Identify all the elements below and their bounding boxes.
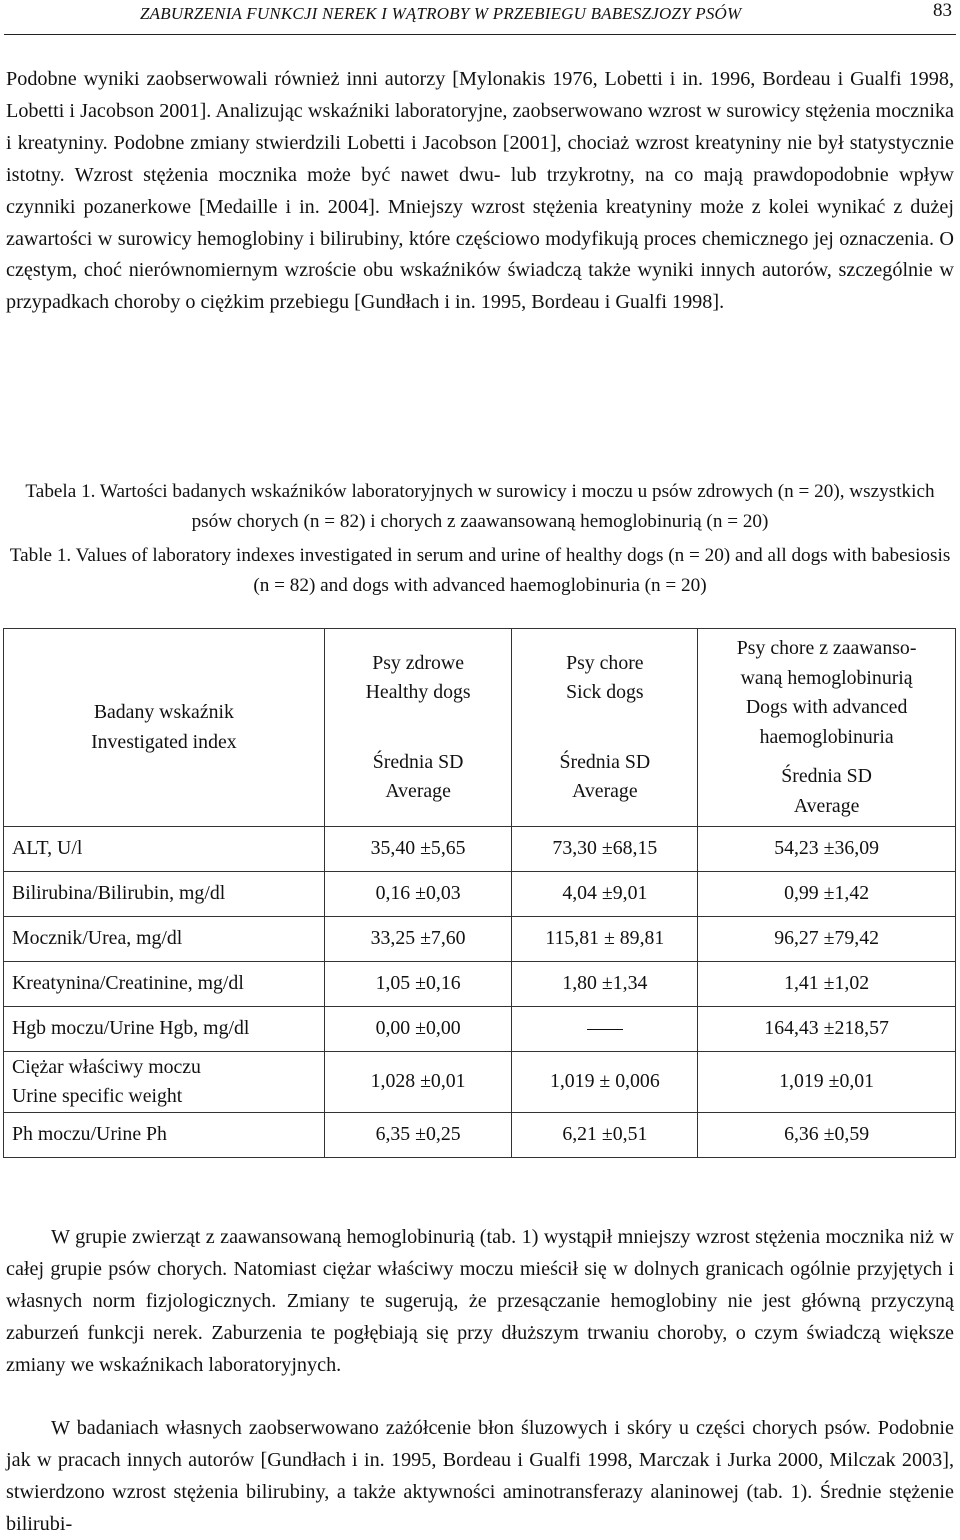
header-advanced-pl-2: waną hemoglobinurią: [740, 666, 913, 689]
header-healthy: [324, 629, 512, 827]
header-advanced-stat-pl: Średnia SD: [781, 765, 872, 787]
page-header: [0, 0, 960, 40]
table-row: [4, 1113, 956, 1158]
cell-index: [4, 1052, 325, 1113]
dash-mark: [587, 1029, 623, 1031]
cell-healthy: 33,25 ±7,60: [324, 917, 512, 962]
cell-advanced: 54,23 ±36,09: [698, 827, 956, 872]
cell-sick-empty: [512, 1007, 698, 1052]
header-healthy-stat-en: Average: [385, 780, 451, 802]
cell-index: Bilirubina/Bilirubin, mg/dl: [4, 872, 325, 917]
header-healthy-en: Healthy dogs: [365, 681, 471, 703]
header-sick-stat-pl: Średnia SD: [559, 750, 651, 773]
header-advanced-en-2: haemoglobinuria: [759, 725, 894, 748]
cell-sick: 1,80 ±1,34: [512, 962, 698, 1007]
body-paragraph-3: W badaniach własnych zaobserwowano zażółcenie błon śluzowych i skóry u części chorych psów. Podobnie jak w pracach innych autorów [Gundłach i in. 1995, Bordeau i Gualfi 1998, Marczak i Jurka 2000, Milczak 2003], stwierdzono wzrost stężenia bilirubiny, a także aktywności aminotransferazy alaninowej (tab. 1). Średnie stężenie bilirubi-: [6, 1417, 954, 1535]
cell-sick: 6,21 ±0,51: [512, 1113, 698, 1158]
cell-healthy: 1,028 ±0,01: [324, 1052, 512, 1113]
table-caption-english: Table 1. Values of laboratory indexes investigated in serum and urine of healthy dogs (n = 20) and all dogs with babesiosis (n = 82) and dogs with advanced haemoglobinuria (n = 20): [9, 545, 951, 596]
header-healthy-stat-pl: Średnia SD: [372, 750, 464, 773]
cell-index: Mocznik/Urea, mg/dl: [4, 917, 325, 962]
table-row: [4, 962, 956, 1007]
cell-index: ALT, U/l: [4, 827, 325, 872]
table-row: [4, 917, 956, 962]
cell-index: Ph moczu/Urine Ph: [4, 1113, 325, 1158]
lab-values-table: [3, 628, 956, 1158]
cell-advanced: 164,43 ±218,57: [698, 1007, 956, 1052]
cell-healthy: 1,05 ±0,16: [324, 962, 512, 1007]
header-advanced-en-1: Dogs with advanced: [745, 696, 908, 718]
table-row: [4, 1052, 956, 1113]
header-advanced: [698, 629, 956, 827]
header-sick-en: Sick dogs: [566, 681, 644, 703]
header-index-en: Investigated index: [91, 730, 237, 753]
cell-sick: 1,019 ± 0,006: [512, 1052, 698, 1113]
table-caption-polish: Tabela 1. Wartości badanych wskaźników laboratoryjnych w surowicy i moczu u psów zdrowych (n = 20), wszystkich psów chorych (n = 82) i chorych z zaawansowaną hemoglobinurią (n = 20): [25, 481, 935, 532]
body-paragraph-2: W grupie zwierząt z zaawansowaną hemoglobinurią (tab. 1) wystąpił mniejszy wzrost stężenia mocznika niż w całej grupie psów chorych. Natomiast ciężar właściwy moczu mieścił się w dolnych granicach ogólnie przyjętych i własnych norm fizjologicznych. Zmiany te sugerują, że przesączanie hemoglobiny nie jest główną przyczyną zaburzeń funkcji nerek. Zaburzenia te pogłębiają się przy dłuższym trwaniu choroby, o czym świadczą większe zmiany we wskaźnikach laboratoryjnych.: [6, 1226, 954, 1376]
cell-advanced: 1,019 ±0,01: [698, 1052, 956, 1113]
header-advanced-stat-en: Average: [793, 794, 860, 817]
cell-index: Kreatynina/Creatinine, mg/dl: [4, 962, 325, 1007]
cell-sick: 73,30 ±68,15: [512, 827, 698, 872]
cell-advanced: 1,41 ±1,02: [698, 962, 956, 1007]
cell-index: Hgb moczu/Urine Hgb, mg/dl: [4, 1007, 325, 1052]
table-header-row: [4, 629, 956, 827]
cell-sick: 115,81 ± 89,81: [512, 917, 698, 962]
cell-healthy: 35,40 ±5,65: [324, 827, 512, 872]
header-rule: [4, 34, 956, 35]
header-index-pl: Badany wskaźnik: [93, 701, 234, 723]
cell-index-line2: Urine specific weight: [12, 1085, 183, 1107]
header-sick: [512, 629, 698, 827]
header-advanced-pl-1: Psy chore z zaawanso-: [736, 637, 917, 659]
cell-healthy: 0,00 ±0,00: [324, 1007, 512, 1052]
header-sick-pl: Psy chore: [566, 651, 644, 674]
page-number: 83: [933, 0, 952, 21]
cell-healthy: 6,35 ±0,25: [324, 1113, 512, 1158]
header-healthy-pl: Psy zdrowe: [372, 651, 464, 674]
running-head: ZABURZENIA FUNKCJI NEREK I WĄTROBY W PRZEBIEGU BABESZJOZY PSÓW: [140, 4, 742, 23]
cell-healthy: 0,16 ±0,03: [324, 872, 512, 917]
table-row: [4, 827, 956, 872]
cell-index-line1: Ciężar właściwy moczu: [12, 1055, 201, 1078]
table-row: [4, 872, 956, 917]
header-index: [4, 629, 325, 827]
body-paragraph-1: Podobne wyniki zaobserwowali również inni autorzy [Mylonakis 1976, Lobetti i in. 1996, Bordeau i Gualfi 1998, Lobetti i Jacobson 2001]. Analizując wskaźniki laboratoryjne, zaobserwowano wzrost w surowicy stężenia mocznika i kreatyniny. Podobne zmiany stwierdzili Lobetti i Jacobson [2001], chociaż wzrost kreatyniny nie był statystycznie istotny. Wzrost stężenia mocznika może być nawet dwu- lub trzykrotny, na co mają prawdopodobnie wpływ czynniki pozanerkowe [Medaille i in. 2004]. Mniejszy wzrost stężenia kreatyniny może z kolei wynikać z dużej zawartości w surowicy hemoglobiny i bilirubiny, które częściowo modyfikują proces chemicznego jej oznaczenia. O częstym, choć nierównomiernym wzroście obu wskaźników świadczą także wyniki innych autorów, szczególnie w przypadkach choroby o ciężkim przebiegu [Gundłach i in. 1995, Bordeau i Gualfi 1998].: [6, 68, 954, 314]
header-sick-stat-en: Average: [572, 780, 638, 802]
cell-advanced: 96,27 ±79,42: [698, 917, 956, 962]
cell-sick: 4,04 ±9,01: [512, 872, 698, 917]
table-row: [4, 1007, 956, 1052]
cell-advanced: 0,99 ±1,42: [698, 872, 956, 917]
cell-advanced: 6,36 ±0,59: [698, 1113, 956, 1158]
